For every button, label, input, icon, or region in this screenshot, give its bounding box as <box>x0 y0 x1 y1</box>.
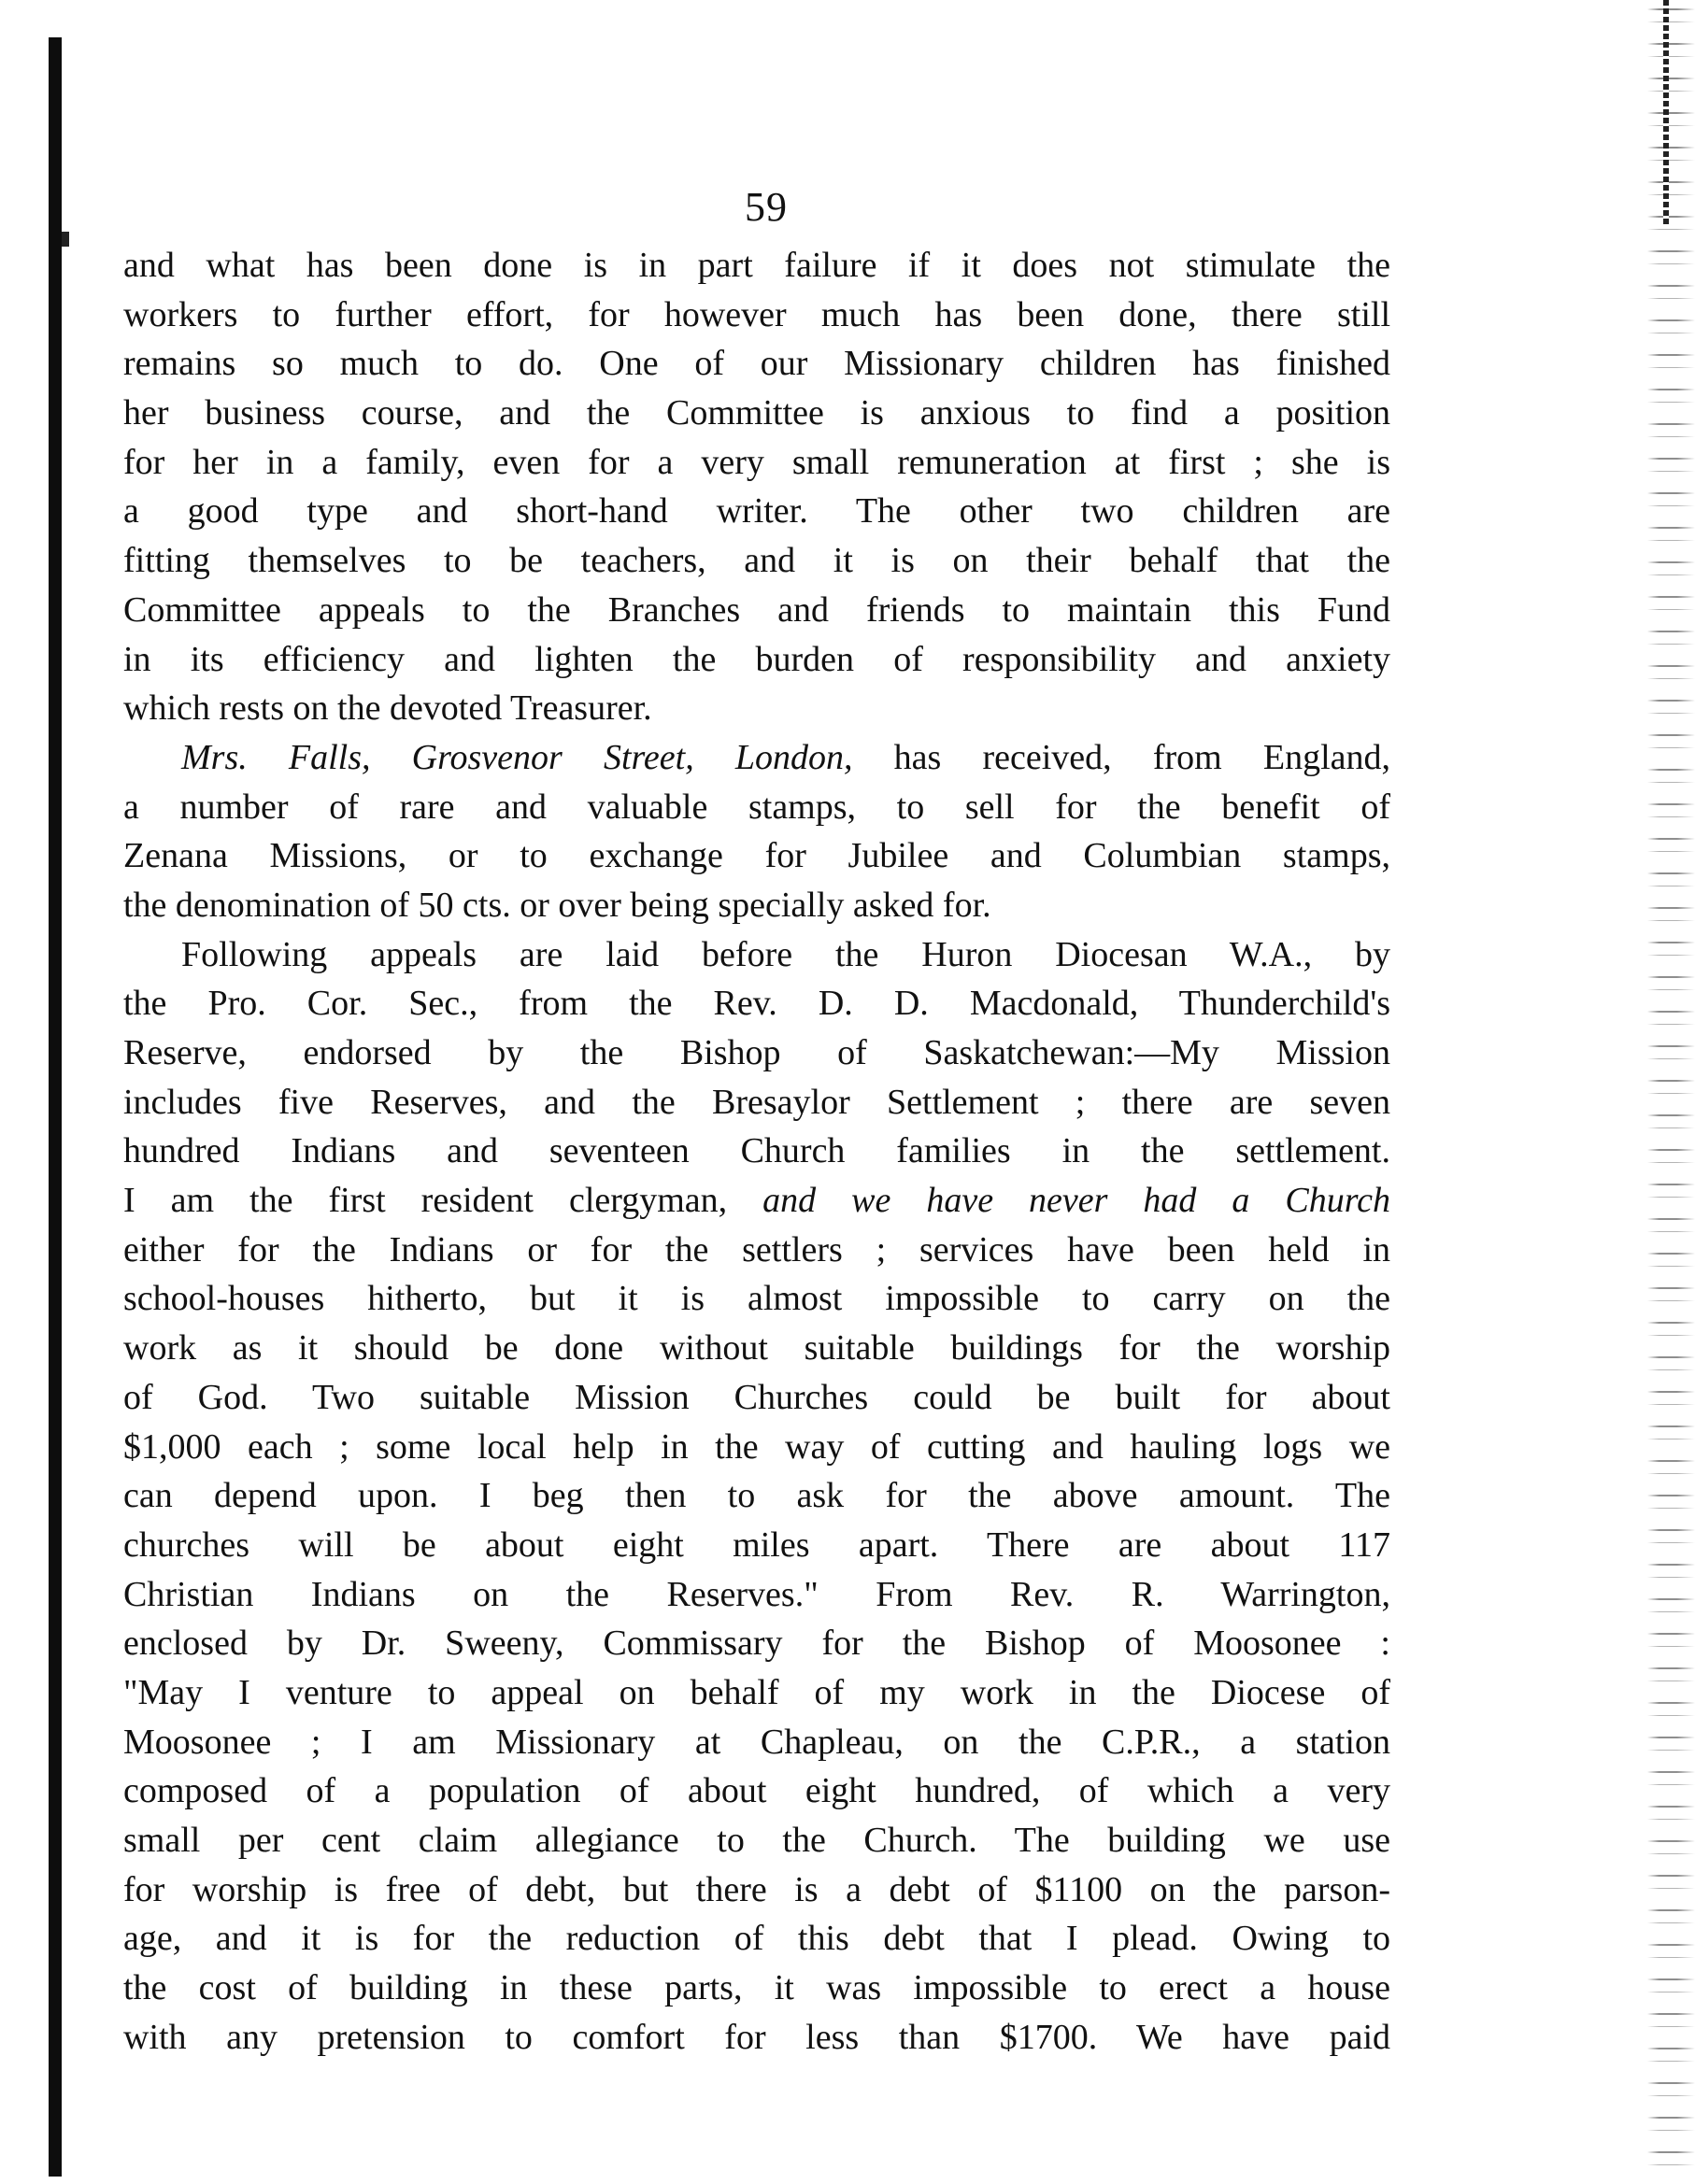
text-line <box>123 1324 1390 1373</box>
text-line <box>123 536 1390 586</box>
scan-binding-edge <box>49 37 62 2177</box>
line-text: Zenana Missions, or to exchange for Jubilee and Columbian stamps, <box>123 836 1390 876</box>
text-line <box>123 1766 1390 1816</box>
text-line <box>123 1127 1390 1176</box>
line-text: age, and it is for the reduction of this debt that I plead. Owing to <box>123 1919 1390 1959</box>
text-line <box>123 1619 1390 1668</box>
text-line <box>123 733 1390 783</box>
text-line <box>123 1816 1390 1865</box>
line-text: school-houses hitherto, but it is almost impossible to carry on the <box>123 1279 1390 1319</box>
line-text: work as it should be done without suitable buildings for the worship <box>123 1328 1390 1369</box>
text-line <box>123 783 1390 832</box>
line-text: a number of rare and valuable stamps, to sell for the benefit of <box>123 787 1390 827</box>
line-text: of God. Two suitable Mission Churches could be built for about <box>123 1377 1390 1417</box>
line-text: her business course, and the Committee is anxious to find a position <box>123 393 1390 433</box>
italic-text: Mrs. Falls, Grosvenor Street, London, <box>181 737 853 777</box>
text-line <box>123 831 1390 881</box>
line-text: in its efficiency and lighten the burden of responsibility and anxiety <box>123 639 1390 679</box>
line-text: for worship is free of debt, but there is a debt of $1100 on the parson- <box>123 1869 1390 1909</box>
line-text: for her in a family, even for a very small remuneration at first ; she is <box>123 442 1390 482</box>
line-text: has received, from England, <box>852 737 1390 777</box>
text-line <box>123 979 1390 1028</box>
text-line <box>123 291 1390 340</box>
text-line <box>123 487 1390 536</box>
line-text: the Pro. Cor. Sec., from the Rev. D. D. Macdonald, Thunderchild's <box>123 984 1390 1024</box>
text-line <box>123 1570 1390 1620</box>
line-text: with any pretension to comfort for less than $1700. We have paid <box>123 2017 1390 2057</box>
text-line <box>123 1423 1390 1472</box>
text-line <box>123 339 1390 389</box>
page-body-text <box>123 241 1390 2062</box>
line-text: workers to further effort, for however much has been done, there still <box>123 294 1390 334</box>
text-line <box>123 1176 1390 1226</box>
line-text: fitting themselves to be teachers, and it is on their behalf that the <box>123 541 1390 581</box>
text-line <box>123 586 1390 635</box>
line-text: composed of a population of about eight hundred, of which a very <box>123 1771 1390 1811</box>
line-text: the denomination of 50 cts. or over being specially asked for. <box>123 885 991 925</box>
line-text: which rests on the devoted Treasurer. <box>123 688 652 729</box>
text-line <box>123 684 1390 733</box>
line-text: can depend upon. I beg then to ask for the above amount. The <box>123 1476 1390 1516</box>
line-text: either for the Indians or for the settlers ; services have been held in <box>123 1229 1390 1269</box>
text-line <box>123 438 1390 488</box>
text-line <box>123 1078 1390 1127</box>
scan-mark <box>62 232 69 247</box>
text-line <box>123 1668 1390 1718</box>
text-line <box>123 1226 1390 1275</box>
line-text: churches will be about eight miles apart. There are about 117 <box>123 1525 1390 1565</box>
text-line <box>123 1028 1390 1078</box>
text-line <box>123 1274 1390 1324</box>
text-line <box>123 635 1390 685</box>
page-number: 59 <box>745 184 788 230</box>
line-text: Following appeals are laid before the Huron Diocesan W.A., by <box>181 934 1390 974</box>
line-text: enclosed by Dr. Sweeny, Commissary for the Bishop of Moosonee : <box>123 1624 1390 1664</box>
line-text: remains so much to do. One of our Missionary children has finished <box>123 344 1390 384</box>
line-text: small per cent claim allegiance to the Church. The building we use <box>123 1821 1390 1860</box>
scan-page-edge-mark <box>1663 0 1669 224</box>
text-line <box>123 1521 1390 1570</box>
line-text: a good type and short-hand writer. The other two children are <box>123 491 1390 532</box>
line-text: hundred Indians and seventeen Church families in the settlement. <box>123 1131 1390 1171</box>
text-line <box>123 1373 1390 1423</box>
text-line <box>123 1471 1390 1521</box>
line-text: Moosonee ; I am Missionary at Chapleau, on the C.P.R., a station <box>123 1722 1390 1762</box>
italic-text: and we have never had a Church <box>762 1181 1390 1221</box>
line-text: I am the first resident clergyman, <box>123 1181 763 1221</box>
line-text: includes five Reserves, and the Bresaylor Settlement ; there are seven <box>123 1082 1390 1122</box>
text-line <box>123 881 1390 930</box>
line-text: the cost of building in these parts, it was impossible to erect a house <box>123 1968 1390 2008</box>
text-line <box>123 930 1390 980</box>
line-text: "May I venture to appeal on behalf of my work in the Diocese of <box>123 1672 1390 1712</box>
line-text: Christian Indians on the Reserves." From Rev. R. Warrington, <box>123 1574 1390 1614</box>
text-line <box>123 241 1390 291</box>
line-text: Committee appeals to the Branches and friends to maintain this Fund <box>123 589 1390 630</box>
line-text: and what has been done is in part failure if it does not stimulate the <box>123 246 1390 285</box>
line-text: $1,000 each ; some local help in the way of cutting and hauling logs we <box>123 1426 1390 1467</box>
line-text: Reserve, endorsed by the Bishop of Saskatchewan:—My Mission <box>123 1033 1390 1072</box>
text-line <box>123 2013 1390 2063</box>
text-line <box>123 1718 1390 1767</box>
text-line <box>123 1914 1390 1964</box>
text-line <box>123 1865 1390 1915</box>
text-line <box>123 1964 1390 2013</box>
scan-page-edge <box>1635 0 1695 2184</box>
text-line <box>123 389 1390 438</box>
